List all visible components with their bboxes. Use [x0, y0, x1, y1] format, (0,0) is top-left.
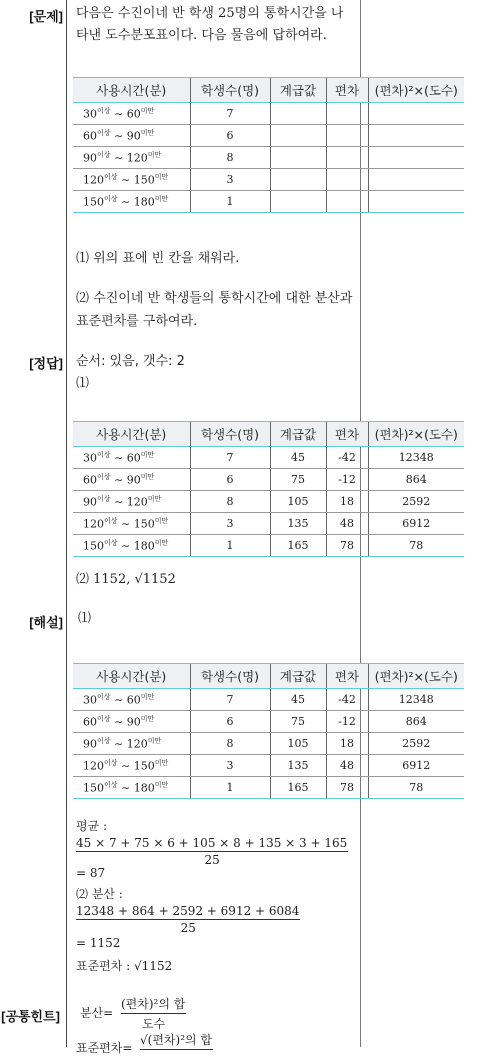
- range-cell: [73, 125, 190, 147]
- header-product: (편차)²×(도수): [368, 422, 464, 447]
- range-from: 90: [83, 737, 97, 751]
- table-row: [73, 125, 464, 147]
- answer-meta: 순서: 있음, 갯수: 2: [76, 354, 185, 369]
- range-to: 60: [126, 693, 141, 707]
- explanation-table: [73, 663, 464, 799]
- hint-variance-prefix: 분산=: [80, 1006, 114, 1020]
- product-cell: 2592: [368, 733, 464, 755]
- range-from: 60: [83, 129, 97, 143]
- count-cell: 1: [190, 777, 270, 799]
- range-cell: [73, 513, 190, 535]
- range-cell: [73, 469, 190, 491]
- table-row: [73, 535, 464, 557]
- range-below-mark: 미만: [140, 451, 155, 460]
- range-below-mark: 미만: [154, 173, 169, 182]
- count-cell: 3: [190, 513, 270, 535]
- range-to: 90: [126, 715, 141, 729]
- range-cell: [73, 535, 190, 557]
- class-mark-cell: [270, 147, 326, 169]
- range-below-mark: 미만: [154, 781, 169, 790]
- range-tilde: ∼: [121, 781, 131, 795]
- range-from: 120: [83, 517, 104, 531]
- header-class-mark: 계급값: [270, 664, 326, 689]
- range-tilde: ∼: [114, 473, 124, 487]
- range-to: 120: [126, 495, 148, 509]
- product-cell: 12348: [368, 447, 464, 469]
- range-above-mark: 이상: [104, 195, 118, 204]
- header-product: (편차)²×(도수): [368, 78, 464, 103]
- range-cell: [73, 689, 190, 711]
- range-tilde: ∼: [121, 173, 131, 187]
- count-cell: 1: [190, 535, 270, 557]
- left-margin-rule: [66, 0, 67, 1047]
- product-cell: 864: [368, 469, 464, 491]
- range-tilde: ∼: [114, 737, 124, 751]
- explanation-part-1: ⑴: [78, 611, 92, 626]
- variance-result: = 1152: [76, 936, 121, 950]
- hint-std-prefix: 표준편차=: [76, 1041, 133, 1055]
- range-below-mark: 미만: [140, 107, 155, 116]
- range-below-mark: 미만: [154, 759, 169, 768]
- table-header-row: [73, 664, 464, 689]
- range-cell: [73, 733, 190, 755]
- header-deviation: 편차: [326, 422, 368, 447]
- range-above-mark: 이상: [104, 173, 118, 182]
- class-mark-cell: [270, 191, 326, 213]
- range-above-mark: 이상: [97, 151, 111, 160]
- range-from: 90: [83, 151, 97, 165]
- table-row: [73, 755, 464, 777]
- product-cell: [368, 169, 464, 191]
- range-to: 60: [126, 451, 141, 465]
- range-above-mark: 이상: [104, 781, 118, 790]
- range-from: 60: [83, 473, 97, 487]
- deviation-cell: 18: [326, 733, 368, 755]
- range-tilde: ∼: [114, 151, 124, 165]
- problem-question-2-line-2: 표준편차를 구하여라.: [76, 314, 198, 329]
- variance-denominator: 25: [180, 921, 196, 935]
- count-cell: 6: [190, 469, 270, 491]
- deviation-cell: 18: [326, 491, 368, 513]
- deviation-cell: 48: [326, 513, 368, 535]
- header-product: (편차)²×(도수): [368, 664, 464, 689]
- range-cell: [73, 191, 190, 213]
- header-time: 사용시간(분): [73, 664, 190, 689]
- product-cell: [368, 125, 464, 147]
- range-tilde: ∼: [114, 129, 124, 143]
- range-below-mark: 미만: [154, 517, 169, 526]
- range-to: 90: [126, 129, 141, 143]
- product-cell: [368, 147, 464, 169]
- count-cell: 6: [190, 711, 270, 733]
- range-above-mark: 이상: [97, 737, 111, 746]
- range-above-mark: 이상: [97, 715, 111, 724]
- class-mark-cell: [270, 103, 326, 125]
- class-mark-cell: 135: [270, 513, 326, 535]
- class-mark-cell: [270, 125, 326, 147]
- table-row: [73, 169, 464, 191]
- range-to: 180: [133, 781, 155, 795]
- header-deviation: 편차: [326, 78, 368, 103]
- hint-variance-fraction: [121, 995, 186, 1032]
- count-cell: 7: [190, 689, 270, 711]
- hint-label: [공통힌트]: [1, 1009, 60, 1024]
- range-to: 120: [126, 151, 148, 165]
- count-cell: 7: [190, 103, 270, 125]
- product-cell: 864: [368, 711, 464, 733]
- range-above-mark: 이상: [104, 759, 118, 768]
- range-to: 180: [133, 539, 155, 553]
- table-row: [73, 447, 464, 469]
- hint-std-fraction: [140, 1031, 213, 1050]
- range-to: 150: [133, 517, 155, 531]
- problem-table: [73, 77, 464, 213]
- product-cell: 6912: [368, 513, 464, 535]
- range-cell: [73, 103, 190, 125]
- mean-denominator: 25: [204, 853, 220, 867]
- class-mark-cell: 165: [270, 535, 326, 557]
- range-below-mark: 미만: [140, 129, 155, 138]
- mean-result: = 87: [76, 866, 106, 880]
- class-mark-cell: 45: [270, 447, 326, 469]
- variance-label: ⑵ 분산 :: [76, 887, 123, 901]
- deviation-cell: 48: [326, 755, 368, 777]
- class-mark-cell: 45: [270, 689, 326, 711]
- count-cell: 8: [190, 491, 270, 513]
- range-above-mark: 이상: [104, 539, 118, 548]
- range-above-mark: 이상: [104, 517, 118, 526]
- deviation-cell: [326, 125, 368, 147]
- header-count: 학생수(명): [190, 664, 270, 689]
- class-mark-cell: 75: [270, 711, 326, 733]
- class-mark-cell: 75: [270, 469, 326, 491]
- product-cell: 2592: [368, 491, 464, 513]
- range-below-mark: 미만: [147, 495, 162, 504]
- range-to: 150: [133, 173, 155, 187]
- range-below-mark: 미만: [154, 539, 169, 548]
- class-mark-cell: [270, 169, 326, 191]
- range-above-mark: 이상: [97, 129, 111, 138]
- range-below-mark: 미만: [154, 195, 169, 204]
- count-cell: 3: [190, 755, 270, 777]
- range-from: 30: [83, 451, 97, 465]
- range-from: 30: [83, 107, 97, 121]
- table-row: [73, 689, 464, 711]
- header-time: 사용시간(분): [73, 422, 190, 447]
- range-from: 120: [83, 759, 104, 773]
- problem-line-1: 다음은 수진이네 반 학생 25명의 통학시간을 나: [76, 6, 344, 21]
- range-tilde: ∼: [121, 759, 131, 773]
- range-from: 150: [83, 539, 104, 553]
- range-tilde: ∼: [114, 451, 124, 465]
- range-tilde: ∼: [121, 517, 131, 531]
- range-cell: [73, 169, 190, 191]
- deviation-cell: [326, 191, 368, 213]
- hint-variance-numerator: (편차)²의 합: [121, 995, 186, 1014]
- table-row: [73, 733, 464, 755]
- header-count: 학생수(명): [190, 422, 270, 447]
- range-below-mark: 미만: [147, 737, 162, 746]
- range-from: 150: [83, 781, 104, 795]
- table-row: [73, 469, 464, 491]
- header-class-mark: 계급값: [270, 422, 326, 447]
- range-to: 150: [133, 759, 155, 773]
- variance-numerator: 12348 + 864 + 2592 + 6912 + 6084: [76, 904, 300, 918]
- hint-variance-denominator: 도수: [142, 1017, 166, 1031]
- count-cell: 1: [190, 191, 270, 213]
- deviation-cell: [326, 147, 368, 169]
- std-result: 표준편차 : √1152: [76, 959, 173, 973]
- mean-label: 평균 :: [76, 819, 108, 833]
- range-to: 180: [133, 195, 155, 209]
- answer-table: [73, 421, 464, 557]
- range-cell: [73, 491, 190, 513]
- mean-fraction: [76, 836, 348, 867]
- header-deviation: 편차: [326, 664, 368, 689]
- range-above-mark: 이상: [97, 107, 111, 116]
- range-to: 90: [126, 473, 141, 487]
- answer-label: [정답]: [29, 356, 63, 371]
- count-cell: 3: [190, 169, 270, 191]
- range-above-mark: 이상: [97, 693, 111, 702]
- header-class-mark: 계급값: [270, 78, 326, 103]
- product-cell: 78: [368, 535, 464, 557]
- table-row: [73, 103, 464, 125]
- problem-question-2-line-1: ⑵ 수진이네 반 학생들의 통학시간에 대한 분산과: [76, 291, 353, 306]
- range-from: 90: [83, 495, 97, 509]
- range-cell: [73, 147, 190, 169]
- table-header-row: [73, 422, 464, 447]
- deviation-cell: -12: [326, 469, 368, 491]
- class-mark-cell: 165: [270, 777, 326, 799]
- range-above-mark: 이상: [97, 495, 111, 504]
- class-mark-cell: 105: [270, 733, 326, 755]
- table-row: [73, 491, 464, 513]
- deviation-cell: -42: [326, 447, 368, 469]
- hint-std-numerator: √(편차)²의 합: [140, 1031, 213, 1050]
- table-row: [73, 147, 464, 169]
- variance-fraction: [76, 904, 300, 935]
- class-mark-cell: 105: [270, 491, 326, 513]
- table-header-row: [73, 78, 464, 103]
- range-tilde: ∼: [121, 539, 131, 553]
- explanation-label: [해설]: [29, 615, 63, 630]
- deviation-cell: [326, 103, 368, 125]
- table-row: [73, 513, 464, 535]
- range-cell: [73, 755, 190, 777]
- range-from: 30: [83, 693, 97, 707]
- count-cell: 6: [190, 125, 270, 147]
- problem-question-1: ⑴ 위의 표에 빈 칸을 채워라.: [76, 251, 240, 266]
- range-tilde: ∼: [114, 693, 124, 707]
- deviation-cell: -42: [326, 689, 368, 711]
- range-above-mark: 이상: [97, 473, 111, 482]
- product-cell: [368, 103, 464, 125]
- product-cell: 78: [368, 777, 464, 799]
- product-cell: 12348: [368, 689, 464, 711]
- range-tilde: ∼: [114, 107, 124, 121]
- product-cell: 6912: [368, 755, 464, 777]
- range-from: 150: [83, 195, 104, 209]
- problem-label: [문제]: [29, 9, 63, 24]
- answer-part-2: ⑵ 1152, √1152: [76, 572, 176, 587]
- range-from: 60: [83, 715, 97, 729]
- range-below-mark: 미만: [140, 693, 155, 702]
- deviation-cell: 78: [326, 777, 368, 799]
- problem-line-2: 타낸 도수분포표이다. 다음 물음에 답하여라.: [76, 28, 327, 43]
- count-cell: 8: [190, 147, 270, 169]
- range-to: 60: [126, 107, 141, 121]
- deviation-cell: 78: [326, 535, 368, 557]
- header-time: 사용시간(분): [73, 78, 190, 103]
- range-cell: [73, 711, 190, 733]
- range-from: 120: [83, 173, 104, 187]
- table-row: [73, 711, 464, 733]
- range-tilde: ∼: [114, 495, 124, 509]
- deviation-cell: -12: [326, 711, 368, 733]
- range-below-mark: 미만: [140, 473, 155, 482]
- range-cell: [73, 777, 190, 799]
- deviation-cell: [326, 169, 368, 191]
- range-below-mark: 미만: [140, 715, 155, 724]
- product-cell: [368, 191, 464, 213]
- range-to: 120: [126, 737, 148, 751]
- header-count: 학생수(명): [190, 78, 270, 103]
- answer-part-1: ⑴: [76, 376, 90, 391]
- count-cell: 7: [190, 447, 270, 469]
- range-above-mark: 이상: [97, 451, 111, 460]
- mean-numerator: 45 × 7 + 75 × 6 + 105 × 8 + 135 × 3 + 165: [76, 836, 348, 850]
- table-row: [73, 777, 464, 799]
- class-mark-cell: 135: [270, 755, 326, 777]
- range-below-mark: 미만: [147, 151, 162, 160]
- range-cell: [73, 447, 190, 469]
- range-tilde: ∼: [121, 195, 131, 209]
- count-cell: 8: [190, 733, 270, 755]
- range-tilde: ∼: [114, 715, 124, 729]
- table-row: [73, 191, 464, 213]
